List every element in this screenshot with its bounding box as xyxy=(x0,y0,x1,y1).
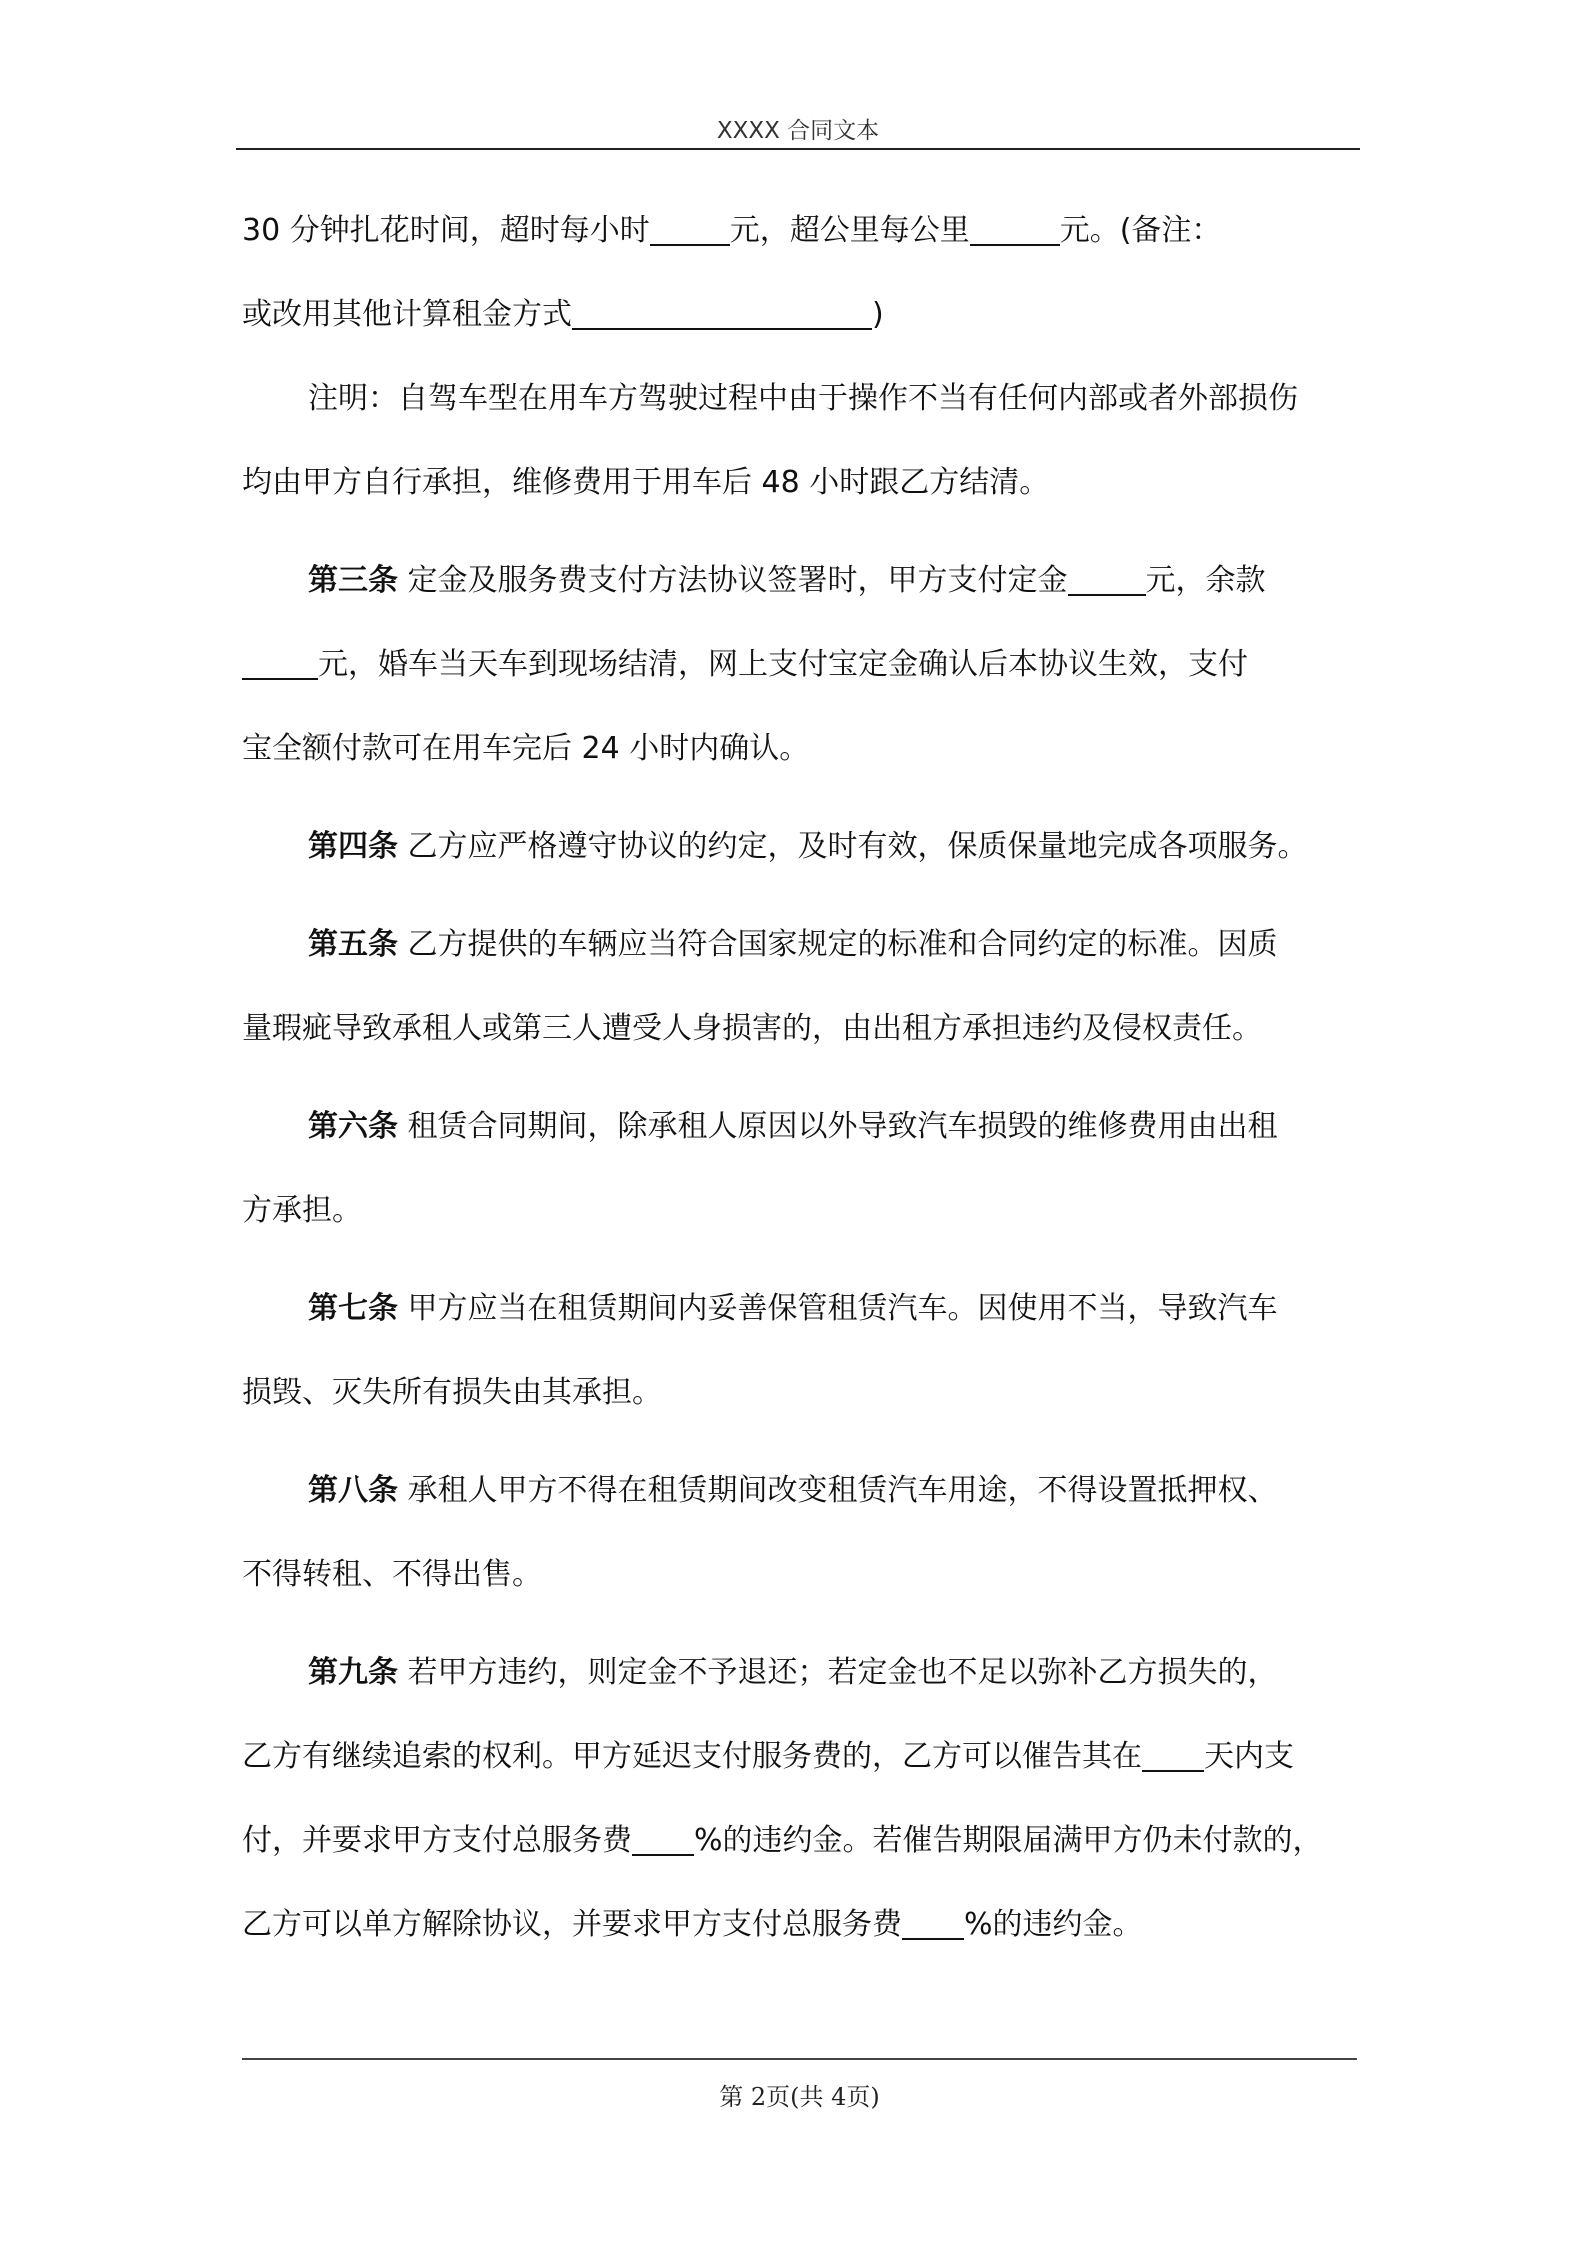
clause-label: 第八条 xyxy=(308,1473,398,1508)
clause-3 xyxy=(242,555,1357,639)
text-segment: 承租人甲方不得在租赁期间改变租赁汽车用途，不得设置抵押权、 xyxy=(398,1473,1278,1508)
text-line xyxy=(242,373,1357,457)
text-line xyxy=(242,1185,1357,1269)
text-segment: 均由甲方自行承担，维修费用于用车后 48 小时跟乙方结清。 xyxy=(242,465,1050,500)
text-segment: 租赁合同期间，除承租人原因以外导致汽车损毁的维修费用由出租 xyxy=(398,1109,1278,1144)
text-segment: 量瑕疵导致承租人或第三人遭受人身损害的，由出租方承担违约及侵权责任。 xyxy=(242,1011,1262,1046)
clause-label: 第四条 xyxy=(308,829,398,864)
text-segment: ) xyxy=(872,297,884,332)
fill-blank-deposit[interactable] xyxy=(1068,560,1146,596)
text-segment: 付，并要求甲方支付总服务费 xyxy=(242,1823,632,1858)
clause-5 xyxy=(242,919,1357,1003)
clause-label: 第九条 xyxy=(308,1655,398,1690)
document-body xyxy=(242,205,1357,1983)
clause-7 xyxy=(242,1283,1357,1367)
text-line xyxy=(242,1367,1357,1451)
fill-blank-hourly-rate[interactable] xyxy=(650,210,730,246)
clause-label: 第五条 xyxy=(308,927,398,962)
clause-4 xyxy=(242,821,1357,905)
text-segment: 元，超公里每公里 xyxy=(729,213,970,248)
text-segment: 天内支 xyxy=(1204,1739,1294,1774)
text-segment: 方承担。 xyxy=(242,1193,362,1228)
text-line xyxy=(242,1899,1357,1983)
fill-blank-balance[interactable] xyxy=(242,644,318,680)
text-line xyxy=(242,1815,1357,1899)
text-line xyxy=(242,1003,1357,1087)
text-line xyxy=(242,1549,1357,1633)
clause-9 xyxy=(242,1647,1357,1731)
text-segment: 元，婚车当天车到现场结清，网上支付宝定金确认后本协议生效，支付 xyxy=(318,647,1248,682)
text-segment: 乙方提供的车辆应当符合国家规定的标准和合同约定的标准。因质 xyxy=(398,927,1278,962)
header-divider xyxy=(236,148,1360,150)
page-number: 第 2页(共 4页) xyxy=(719,2083,880,2111)
fill-blank-termination-percent[interactable] xyxy=(902,1904,964,1940)
text-segment: 定金及服务费支付方法协议签署时，甲方支付定金 xyxy=(398,563,1068,598)
text-segment: 乙方有继续追索的权利。甲方延迟支付服务费的，乙方可以催告其在 xyxy=(242,1739,1142,1774)
footer-divider xyxy=(242,2058,1357,2060)
clause-8 xyxy=(242,1465,1357,1549)
text-segment: 30 分钟扎花时间，超时每小时 xyxy=(242,213,650,248)
text-line xyxy=(242,289,1357,373)
fill-blank-other-method[interactable] xyxy=(572,294,872,330)
text-segment: 不得转租、不得出售。 xyxy=(242,1557,542,1592)
text-segment: 若甲方违约，则定金不予退还；若定金也不足以弥补乙方损失的， xyxy=(398,1655,1278,1690)
text-line xyxy=(242,1731,1357,1815)
text-line xyxy=(242,205,1357,289)
text-segment: 元。(备注： xyxy=(1059,213,1222,248)
fill-blank-penalty-percent[interactable] xyxy=(632,1820,694,1856)
fill-blank-days[interactable] xyxy=(1142,1736,1204,1772)
text-segment: 宝全额付款可在用车完后 24 小时内确认。 xyxy=(242,731,810,766)
text-line xyxy=(242,457,1357,541)
page-header: XXXX 合同文本 xyxy=(716,118,880,144)
note-text: 注明：自驾车型在用车方驾驶过程中由于操作不当有任何内部或者外部损伤 xyxy=(308,381,1298,416)
text-segment: 乙方应严格遵守协议的约定，及时有效，保质保量地完成各项服务。 xyxy=(398,829,1308,864)
text-segment: 甲方应当在租赁期间内妥善保管租赁汽车。因使用不当，导致汽车 xyxy=(398,1291,1278,1326)
text-line xyxy=(242,723,1357,807)
text-segment: %的违约金。 xyxy=(964,1907,1143,1942)
text-segment: 乙方可以单方解除协议，并要求甲方支付总服务费 xyxy=(242,1907,902,1942)
clause-label: 第七条 xyxy=(308,1291,398,1326)
text-segment: 损毁、灭失所有损失由其承担。 xyxy=(242,1375,662,1410)
fill-blank-km-rate[interactable] xyxy=(970,210,1060,246)
text-segment: 或改用其他计算租金方式 xyxy=(242,297,572,332)
text-segment: %的违约金。若催告期限届满甲方仍未付款的， xyxy=(694,1823,1323,1858)
clause-6 xyxy=(242,1101,1357,1185)
text-segment: 元，余款 xyxy=(1145,563,1266,598)
text-line xyxy=(242,639,1357,723)
clause-label: 第三条 xyxy=(308,563,398,598)
clause-label: 第六条 xyxy=(308,1109,398,1144)
